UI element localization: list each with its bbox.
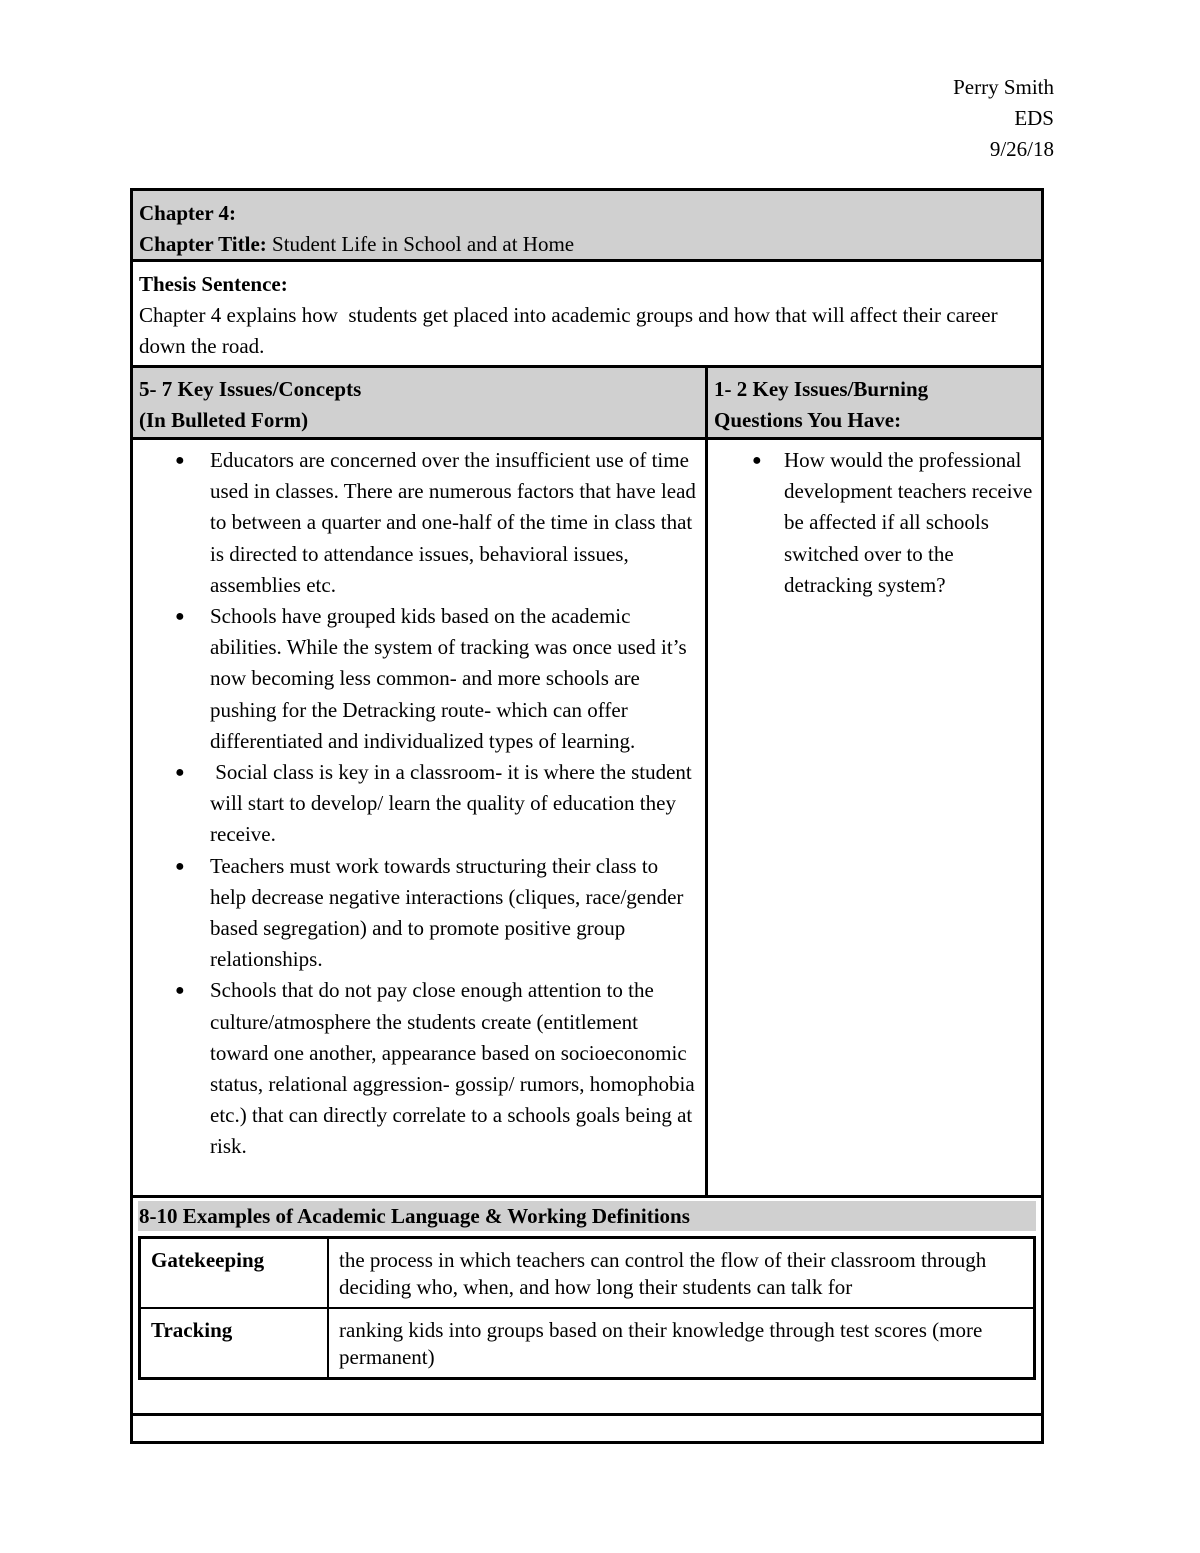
chapter-title-line xyxy=(139,229,1035,260)
vocabulary-definition: the process in which teachers can control the flow of their classroom through deciding who, when, and how long their students can talk for xyxy=(328,1238,1035,1309)
questions-list xyxy=(714,445,1035,601)
chapter-row xyxy=(133,191,1041,262)
thesis-text: Chapter 4 explains how students get placed into academic groups and how that will affect their career down the road. xyxy=(139,303,1003,358)
chapter-title-label: Chapter Title: xyxy=(139,232,267,256)
vocabulary-heading: 8-10 Examples of Academic Language & Working Definitions xyxy=(138,1201,1036,1231)
key-issue-text: Schools have grouped kids based on the academic abilities. While the system of tracking was once used it’s now becoming less common- and more schools are pushing for the Detracking route- which can offer differentiated and individualized types of learning. xyxy=(210,604,692,753)
list-item xyxy=(139,975,699,1162)
list-item xyxy=(139,445,702,601)
questions-heading-line1: 1- 2 Key Issues/Burning xyxy=(714,377,929,401)
bullet-icon: ● xyxy=(175,982,185,1000)
vocabulary-section xyxy=(133,1198,1041,1413)
bullet-icon: ● xyxy=(175,857,185,875)
key-issues-heading-line2: (In Bulleted Form) xyxy=(139,408,309,432)
vocabulary-term: Gatekeeping xyxy=(140,1238,329,1309)
key-issues-heading-line1: 5- 7 Key Issues/Concepts xyxy=(139,377,362,401)
questions-heading-line2: Questions You Have: xyxy=(714,408,902,432)
issues-section xyxy=(133,368,1041,1198)
key-issues-list xyxy=(139,445,702,1163)
course-name: EDS xyxy=(1014,106,1054,130)
bullet-icon: ● xyxy=(175,764,185,782)
table-row xyxy=(140,1238,1035,1309)
author-name: Perry Smith xyxy=(953,75,1054,99)
key-issue-text: Schools that do not pay close enough attention to the culture/atmosphere the students create (entitlement toward one another, appearance based on socioeconomic status, relational aggression- gossip/ rumors, homophobia etc.) that can directly correlate to a schools goals being at risk. xyxy=(210,978,700,1159)
document-date: 9/26/18 xyxy=(989,137,1054,161)
document-header xyxy=(953,72,1054,165)
questions-heading xyxy=(708,368,1041,440)
empty-footer-row xyxy=(133,1413,1041,1441)
list-item xyxy=(139,851,699,976)
question-text: How would the professional development teachers receive be affected if all schools switched over to the detracking system? xyxy=(784,448,1033,597)
chapter-summary-table xyxy=(130,188,1044,1444)
table-row xyxy=(140,1308,1035,1379)
questions-column xyxy=(708,368,1041,1195)
thesis-label: Thesis Sentence: xyxy=(139,272,288,296)
key-issues-body xyxy=(133,440,705,1195)
chapter-title: Student Life in School and at Home xyxy=(272,232,575,256)
key-issues-column xyxy=(133,368,708,1195)
key-issue-text: Educators are concerned over the insufficient use of time used in classes. There are numerous factors that have lead to between a quarter and one-half of the time in class that is directed to attendance issues, behavioral issues, assemblies etc. xyxy=(210,448,702,597)
list-item xyxy=(714,445,1035,601)
list-item xyxy=(139,601,699,757)
key-issue-text: Social class is key in a classroom- it is where the student will start to develop/ learn the quality of education they receive. xyxy=(210,760,697,847)
bullet-icon: ● xyxy=(752,452,762,469)
thesis-row xyxy=(133,262,1041,368)
vocabulary-definition: ranking kids into groups based on their knowledge through test scores (more permanent) xyxy=(328,1308,1035,1379)
key-issue-text: Teachers must work towards structuring their class to help decrease negative interactions (cliques, race/gender based segregation) and to promote positive group relationships. xyxy=(210,853,689,972)
bullet-icon: ● xyxy=(175,608,185,626)
vocabulary-table xyxy=(138,1236,1036,1380)
questions-body xyxy=(708,440,1041,1195)
chapter-label: Chapter 4: xyxy=(139,201,237,225)
list-item xyxy=(139,757,699,851)
bullet-icon: ● xyxy=(175,452,185,469)
vocabulary-term: Tracking xyxy=(140,1308,329,1379)
key-issues-heading xyxy=(133,368,705,440)
